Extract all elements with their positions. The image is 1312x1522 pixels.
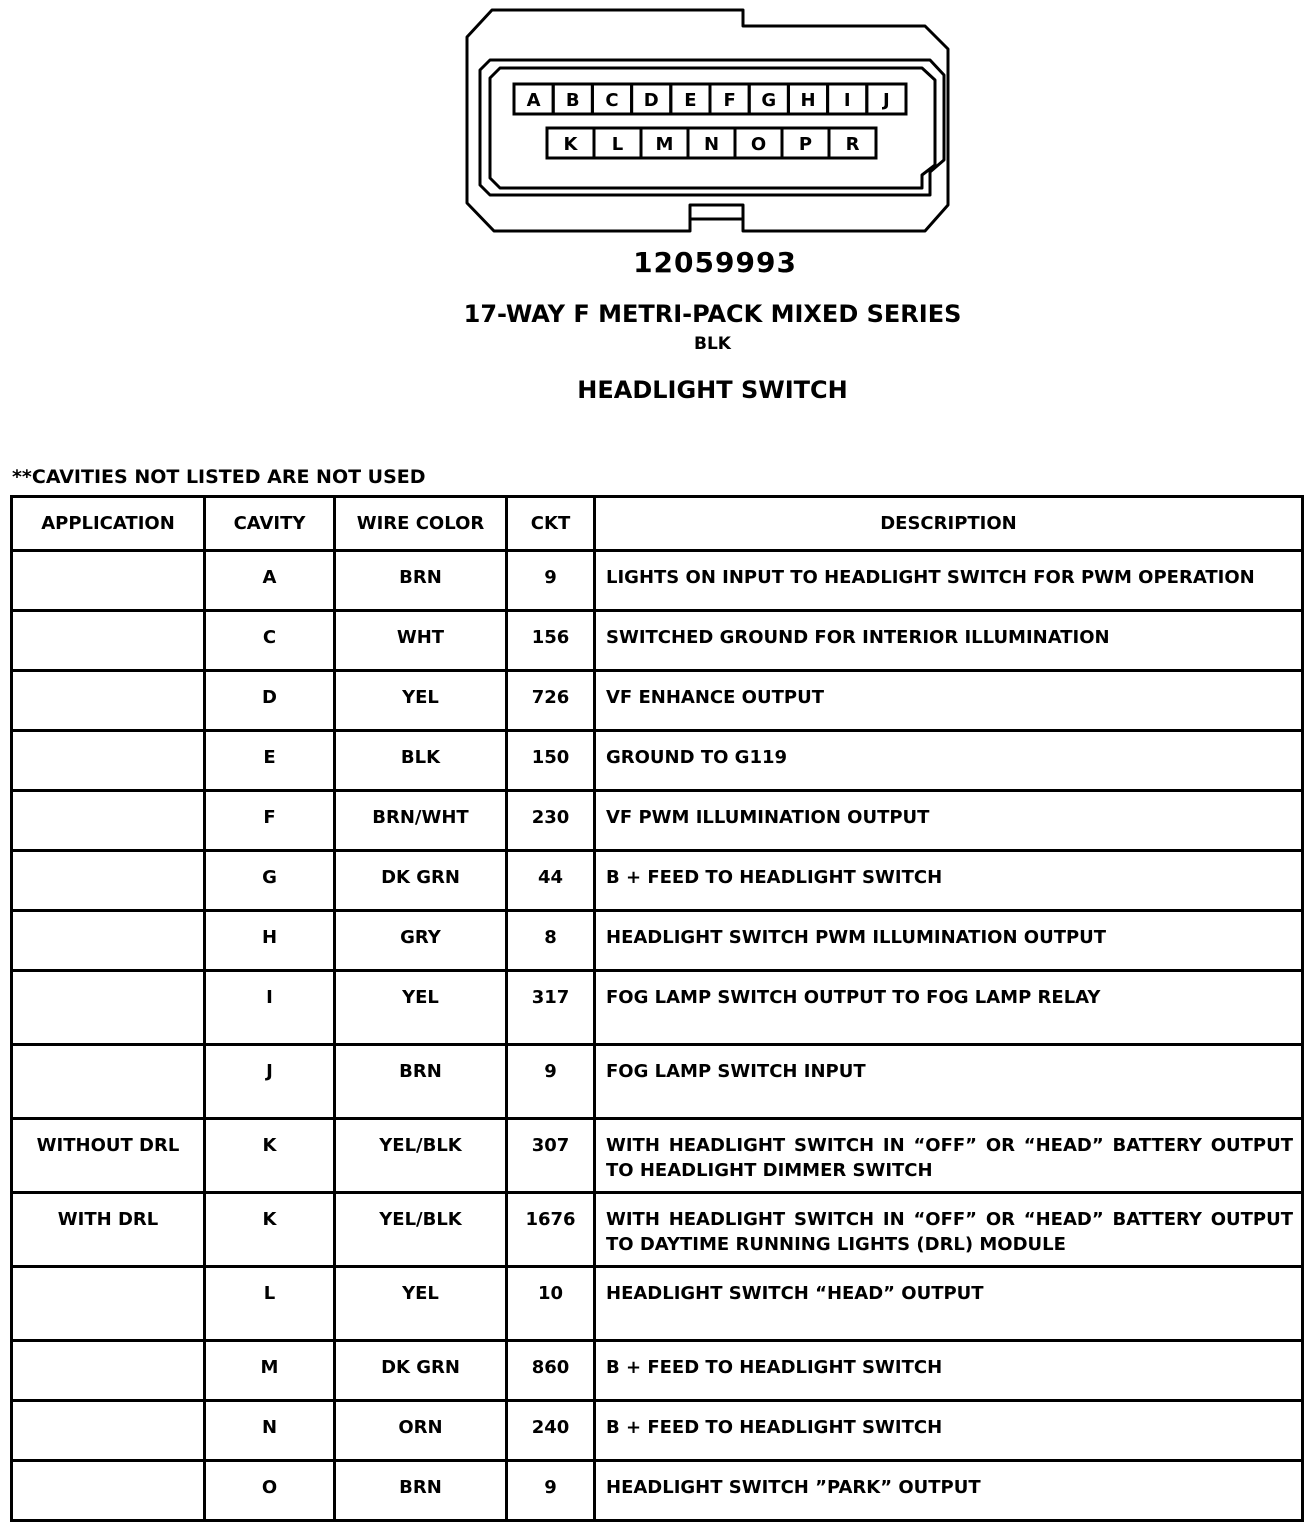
cell-cavity: K	[205, 1193, 335, 1267]
connector-latch	[690, 205, 743, 219]
table-row	[12, 1341, 1303, 1401]
cavity-label-f: F	[723, 90, 736, 111]
cavity-label-h: H	[800, 90, 816, 111]
cell-wire-color: YEL/BLK	[335, 1119, 507, 1193]
cell-cavity: H	[205, 911, 335, 971]
component-name: HEADLIGHT SWITCH	[577, 376, 848, 404]
header-cavity: CAVITY	[205, 497, 335, 551]
part-number: 12059993	[633, 246, 797, 279]
table-row	[12, 1461, 1303, 1521]
cell-description: B + FEED TO HEADLIGHT SWITCH	[595, 1401, 1303, 1461]
cavity-label-e: E	[684, 90, 697, 111]
cell-cavity: I	[205, 971, 335, 1045]
cell-ckt: 9	[507, 1045, 595, 1119]
cell-ckt: 307	[507, 1119, 595, 1193]
cell-application	[12, 1401, 205, 1461]
cell-description: VF ENHANCE OUTPUT	[595, 671, 1303, 731]
table-row	[12, 971, 1303, 1045]
cell-ckt: 860	[507, 1341, 595, 1401]
cell-ckt: 230	[507, 791, 595, 851]
cell-application	[12, 851, 205, 911]
cell-cavity: L	[205, 1267, 335, 1341]
table-row	[12, 911, 1303, 971]
cavity-label-i: I	[843, 90, 851, 111]
cell-application	[12, 1267, 205, 1341]
connector-diagram	[0, 0, 1312, 240]
connector-housing-outline	[467, 10, 948, 231]
cell-ckt: 726	[507, 671, 595, 731]
cell-description: FOG LAMP SWITCH OUTPUT TO FOG LAMP RELAY	[595, 971, 1303, 1045]
cell-cavity: F	[205, 791, 335, 851]
header-wire-color: WIRE COLOR	[335, 497, 507, 551]
cell-cavity: K	[205, 1119, 335, 1193]
cell-wire-color: BRN	[335, 1461, 507, 1521]
cell-cavity: A	[205, 551, 335, 611]
cell-application: WITHOUT DRL	[12, 1119, 205, 1193]
cell-ckt: 240	[507, 1401, 595, 1461]
cell-ckt: 9	[507, 1461, 595, 1521]
cavity-label-g: G	[761, 90, 777, 111]
table-row	[12, 1119, 1303, 1193]
cavity-label-j: J	[883, 90, 890, 111]
cell-cavity: D	[205, 671, 335, 731]
header-description: DESCRIPTION	[595, 497, 1303, 551]
table-row	[12, 1045, 1303, 1119]
cell-description: SWITCHED GROUND FOR INTERIOR ILLUMINATION	[595, 611, 1303, 671]
cavity-label-r: R	[845, 134, 860, 155]
header-ckt: CKT	[507, 497, 595, 551]
cell-wire-color: BRN	[335, 1045, 507, 1119]
pinout-table	[10, 495, 1304, 1522]
cell-description: HEADLIGHT SWITCH PWM ILLUMINATION OUTPUT	[595, 911, 1303, 971]
cell-ckt: 10	[507, 1267, 595, 1341]
cell-wire-color: GRY	[335, 911, 507, 971]
cell-wire-color: DK GRN	[335, 851, 507, 911]
cell-application	[12, 1341, 205, 1401]
cell-cavity: C	[205, 611, 335, 671]
cell-description: WITH HEADLIGHT SWITCH IN “OFF” OR “HEAD” BATTERY OUTPUT TO DAYTIME RUNNING LIGHTS (DRL) MODULE	[595, 1193, 1303, 1267]
cavity-label-p: P	[798, 134, 813, 155]
table-row	[12, 791, 1303, 851]
table-row	[12, 1401, 1303, 1461]
cell-ckt: 9	[507, 551, 595, 611]
cell-description: GROUND TO G119	[595, 731, 1303, 791]
cell-description: B + FEED TO HEADLIGHT SWITCH	[595, 1341, 1303, 1401]
cell-wire-color: DK GRN	[335, 1341, 507, 1401]
cavity-label-m: M	[655, 134, 674, 155]
cell-description: HEADLIGHT SWITCH ”PARK” OUTPUT	[595, 1461, 1303, 1521]
cell-application	[12, 731, 205, 791]
cavity-label-l: L	[611, 134, 624, 155]
table-row	[12, 731, 1303, 791]
table-row	[12, 551, 1303, 611]
cavity-label-b: B	[565, 90, 580, 111]
cell-description: FOG LAMP SWITCH INPUT	[595, 1045, 1303, 1119]
cell-application	[12, 1045, 205, 1119]
cell-description: B + FEED TO HEADLIGHT SWITCH	[595, 851, 1303, 911]
cell-wire-color: BRN/WHT	[335, 791, 507, 851]
cell-application	[12, 791, 205, 851]
cavities-note: **CAVITIES NOT LISTED ARE NOT USED	[12, 466, 426, 488]
cell-cavity: E	[205, 731, 335, 791]
cell-description: WITH HEADLIGHT SWITCH IN “OFF” OR “HEAD” BATTERY OUTPUT TO HEADLIGHT DIMMER SWITCH	[595, 1119, 1303, 1193]
cell-wire-color: YEL	[335, 671, 507, 731]
connector-series: 17-WAY F METRI-PACK MIXED SERIES	[463, 300, 962, 328]
table-row	[12, 611, 1303, 671]
cell-cavity: N	[205, 1401, 335, 1461]
cell-application: WITH DRL	[12, 1193, 205, 1267]
cell-application	[12, 971, 205, 1045]
cell-wire-color: YEL/BLK	[335, 1193, 507, 1267]
cell-wire-color: ORN	[335, 1401, 507, 1461]
table-header-row	[12, 497, 1303, 551]
table-row	[12, 1193, 1303, 1267]
cell-ckt: 8	[507, 911, 595, 971]
cell-cavity: J	[205, 1045, 335, 1119]
cell-ckt: 150	[507, 731, 595, 791]
cavity-label-n: N	[703, 134, 720, 155]
cell-wire-color: YEL	[335, 971, 507, 1045]
cell-wire-color: BLK	[335, 731, 507, 791]
cell-ckt: 317	[507, 971, 595, 1045]
cell-description: VF PWM ILLUMINATION OUTPUT	[595, 791, 1303, 851]
connector-color: BLK	[694, 334, 731, 354]
cell-ckt: 156	[507, 611, 595, 671]
cell-cavity: G	[205, 851, 335, 911]
cell-description: LIGHTS ON INPUT TO HEADLIGHT SWITCH FOR PWM OPERATION	[595, 551, 1303, 611]
cell-wire-color: BRN	[335, 551, 507, 611]
cell-cavity: M	[205, 1341, 335, 1401]
table-row	[12, 1267, 1303, 1341]
cell-ckt: 1676	[507, 1193, 595, 1267]
cavity-label-k: K	[563, 134, 578, 155]
cell-cavity: O	[205, 1461, 335, 1521]
cell-application	[12, 671, 205, 731]
cell-wire-color: WHT	[335, 611, 507, 671]
cell-description: HEADLIGHT SWITCH “HEAD” OUTPUT	[595, 1267, 1303, 1341]
cavity-label-o: O	[750, 134, 767, 155]
header-application: APPLICATION	[12, 497, 205, 551]
table-row	[12, 851, 1303, 911]
cell-application	[12, 611, 205, 671]
cell-ckt: 44	[507, 851, 595, 911]
cavity-label-a: A	[526, 90, 541, 111]
cell-wire-color: YEL	[335, 1267, 507, 1341]
cell-application	[12, 911, 205, 971]
cell-application	[12, 1461, 205, 1521]
cavity-label-c: C	[605, 90, 619, 111]
cell-application	[12, 551, 205, 611]
cavity-label-d: D	[643, 90, 659, 111]
table-row	[12, 671, 1303, 731]
